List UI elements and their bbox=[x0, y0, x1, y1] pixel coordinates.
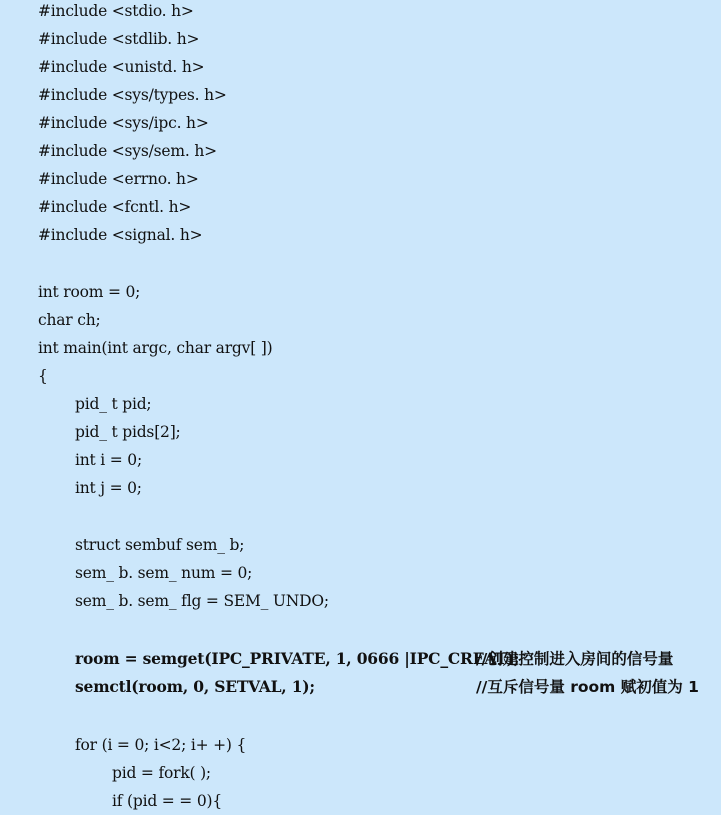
code-line-decl-room: int room = 0; bbox=[38, 283, 141, 301]
code-line-decl-pid: pid_ t pid; bbox=[75, 395, 152, 413]
code-line-include-types: #include <sys/types. h> bbox=[38, 86, 227, 104]
code-line-include-unistd: #include <unistd. h> bbox=[38, 58, 205, 76]
code-line-include-sem: #include <sys/sem. h> bbox=[38, 142, 217, 160]
code-line-include-stdio: #include <stdio. h> bbox=[38, 2, 194, 20]
code-comment-semctl: //互斥信号量 room 赋初值为 1 bbox=[476, 678, 699, 696]
code-line-semget: room = semget(IPC_PRIVATE, 1, 0666 |IPC_CREAT); bbox=[75, 649, 520, 668]
code-line-main-signature: int main(int argc, char argv[ ]) bbox=[38, 339, 273, 357]
code-line-include-errno: #include <errno. h> bbox=[38, 170, 199, 188]
code-line-sem-flg: sem_ b. sem_ flg = SEM_ UNDO; bbox=[75, 592, 329, 610]
code-line-decl-ch: char ch; bbox=[38, 311, 101, 329]
code-line-fork: pid = fork( ); bbox=[112, 764, 211, 782]
code-line-decl-i: int i = 0; bbox=[75, 451, 142, 469]
code-line-decl-pids: pid_ t pids[2]; bbox=[75, 423, 181, 441]
code-line-sem-num: sem_ b. sem_ num = 0; bbox=[75, 564, 253, 582]
code-line-for-loop: for (i = 0; i<2; i+ +) { bbox=[75, 736, 247, 754]
code-line-semctl: semctl(room, 0, SETVAL, 1); bbox=[75, 677, 315, 696]
code-comment-semget: //创建控制进入房间的信号量 bbox=[476, 650, 674, 668]
code-line-open-brace: { bbox=[38, 367, 48, 385]
code-line-include-stdlib: #include <stdlib. h> bbox=[38, 30, 200, 48]
code-line-decl-j: int j = 0; bbox=[75, 479, 142, 497]
code-line-include-ipc: #include <sys/ipc. h> bbox=[38, 114, 209, 132]
code-line-if-pid: if (pid = = 0){ bbox=[112, 792, 222, 810]
code-line-include-fcntl: #include <fcntl. h> bbox=[38, 198, 192, 216]
code-line-include-signal: #include <signal. h> bbox=[38, 226, 203, 244]
code-line-decl-sembuf: struct sembuf sem_ b; bbox=[75, 536, 245, 554]
